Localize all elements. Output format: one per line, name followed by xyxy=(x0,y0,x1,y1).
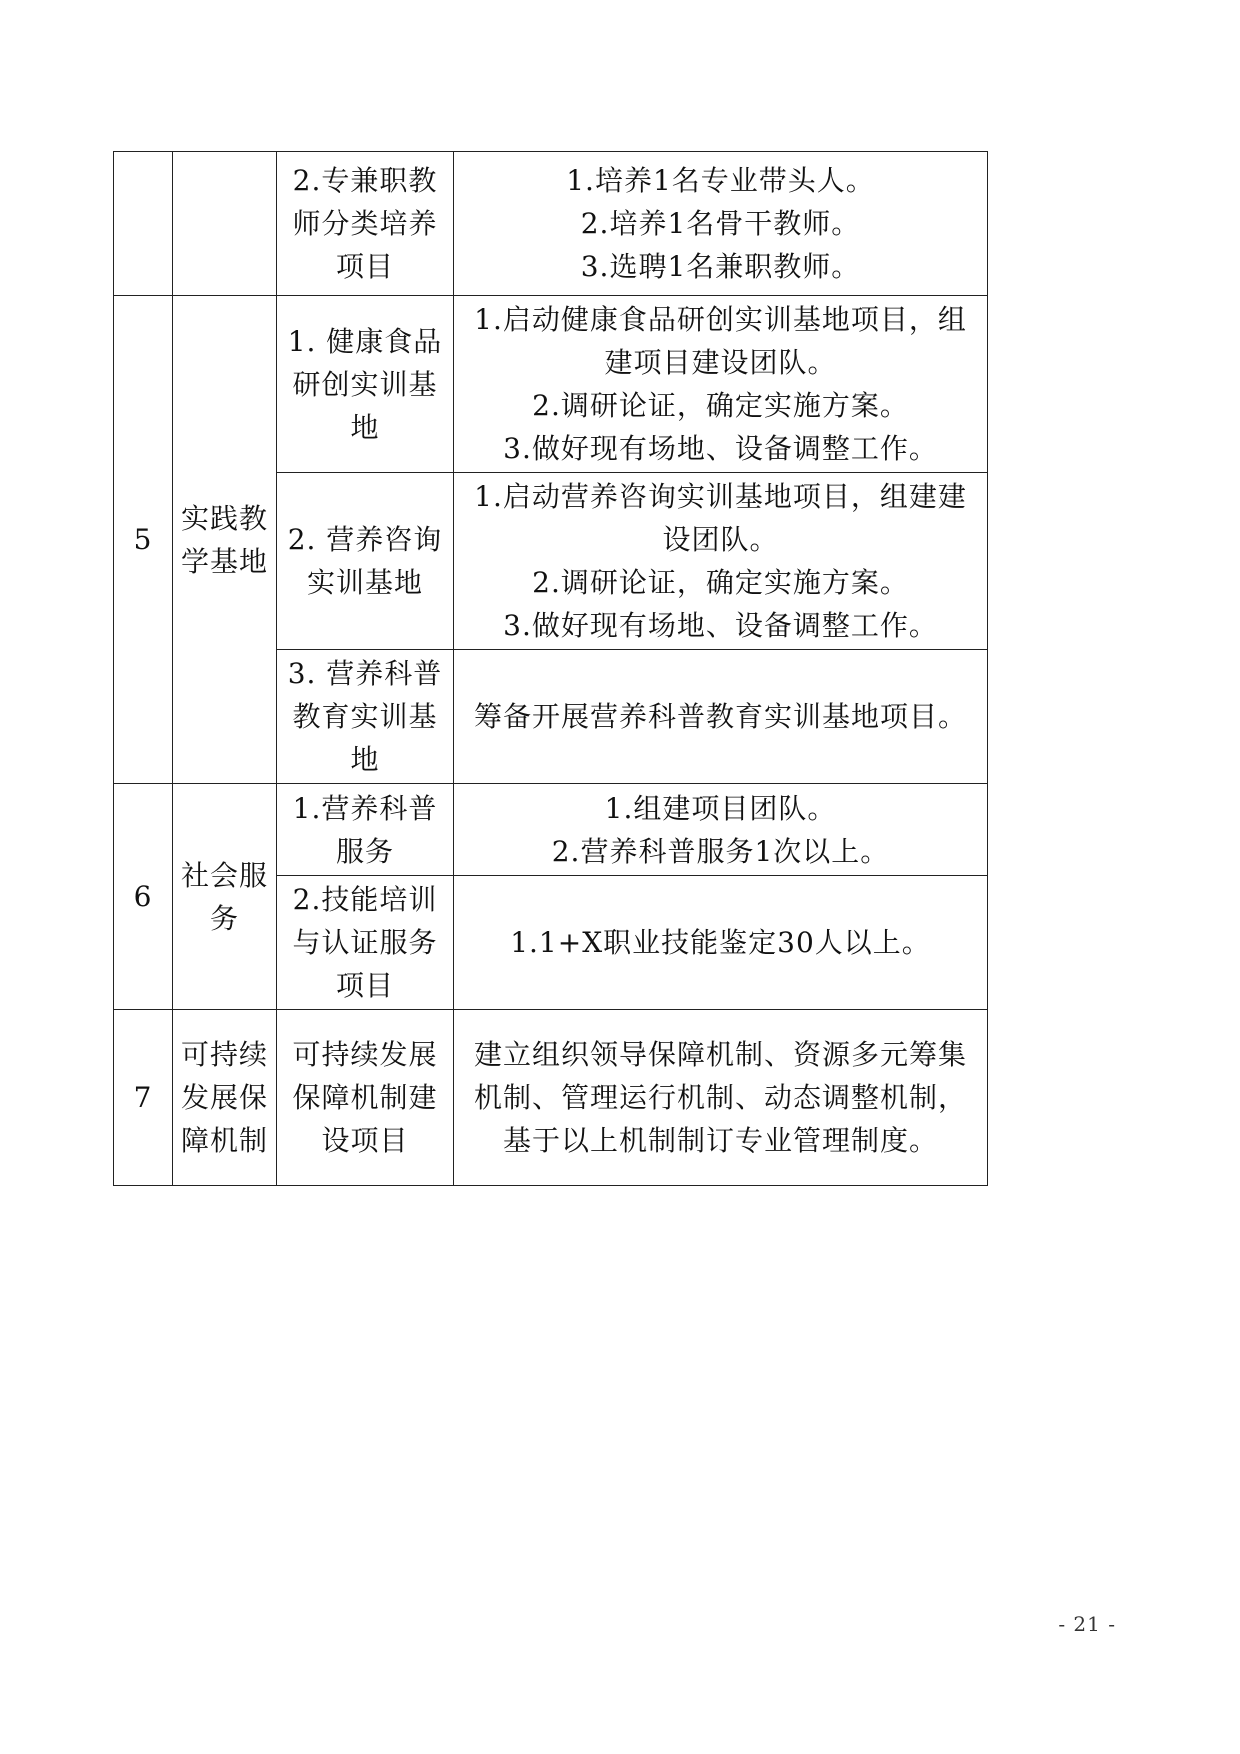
row-number-cell: 7 xyxy=(114,1010,173,1186)
tasks-cell xyxy=(454,784,988,876)
tasks-cell xyxy=(454,650,988,784)
table-row xyxy=(114,152,988,296)
task-line: 1.启动健康食品研创实训基地项目，组建项目建设团队。 xyxy=(474,303,967,379)
project-cell: 可持续发展保障机制建设项目 xyxy=(277,1010,454,1186)
task-line: 1.组建项目团队。 xyxy=(604,791,837,825)
task-line: 2.营养科普服务1次以上。 xyxy=(551,834,890,868)
project-cell: 3. 营养科普教育实训基地 xyxy=(277,650,454,784)
table-row xyxy=(114,784,988,876)
task-line: 1.启动营养咨询实训基地项目，组建建设团队。 xyxy=(474,480,967,556)
tasks-cell xyxy=(454,152,988,296)
task-line: 3.做好现有场地、设备调整工作。 xyxy=(503,432,938,465)
project-cell: 2.专兼职教师分类培养项目 xyxy=(277,152,454,296)
project-cell: 2.技能培训与认证服务项目 xyxy=(277,876,454,1010)
project-cell: 1. 健康食品研创实训基地 xyxy=(277,296,454,473)
tasks-cell xyxy=(454,876,988,1010)
task-line: 2.培养1名骨干教师。 xyxy=(580,207,861,240)
project-cell: 2. 营养咨询实训基地 xyxy=(277,473,454,650)
row-number-cell xyxy=(114,152,173,296)
page-number: - 21 - xyxy=(1058,1612,1116,1636)
task-line: 3.选聘1名兼职教师。 xyxy=(580,250,861,283)
category-cell: 实践教学基地 xyxy=(173,296,277,784)
task-line: 筹备开展营养科普教育实训基地项目。 xyxy=(473,700,967,733)
task-line: 1.1+X职业技能鉴定30人以上。 xyxy=(510,926,931,959)
task-line: 2.调研论证，确定实施方案。 xyxy=(532,389,909,422)
category-cell: 社会服务 xyxy=(173,784,277,1010)
task-line: 2.调研论证，确定实施方案。 xyxy=(532,566,909,599)
tasks-cell xyxy=(454,296,988,473)
table-row xyxy=(114,1010,988,1186)
category-cell xyxy=(173,152,277,296)
task-line: 3.做好现有场地、设备调整工作。 xyxy=(503,609,938,642)
task-line: 1.培养1名专业带头人。 xyxy=(566,164,875,197)
table-row xyxy=(114,296,988,473)
tasks-cell xyxy=(454,1010,988,1186)
category-cell: 可持续发展保障机制 xyxy=(173,1010,277,1186)
project-cell: 1.营养科普服务 xyxy=(277,784,454,876)
construction-plan-table xyxy=(113,151,988,1186)
row-number-cell: 6 xyxy=(114,784,173,1010)
row-number-cell: 5 xyxy=(114,296,173,784)
tasks-cell xyxy=(454,473,988,650)
task-line: 建立组织领导保障机制、资源多元筹集机制、管理运行机制、动态调整机制，基于以上机制制订专业管理制度。 xyxy=(473,1038,967,1157)
